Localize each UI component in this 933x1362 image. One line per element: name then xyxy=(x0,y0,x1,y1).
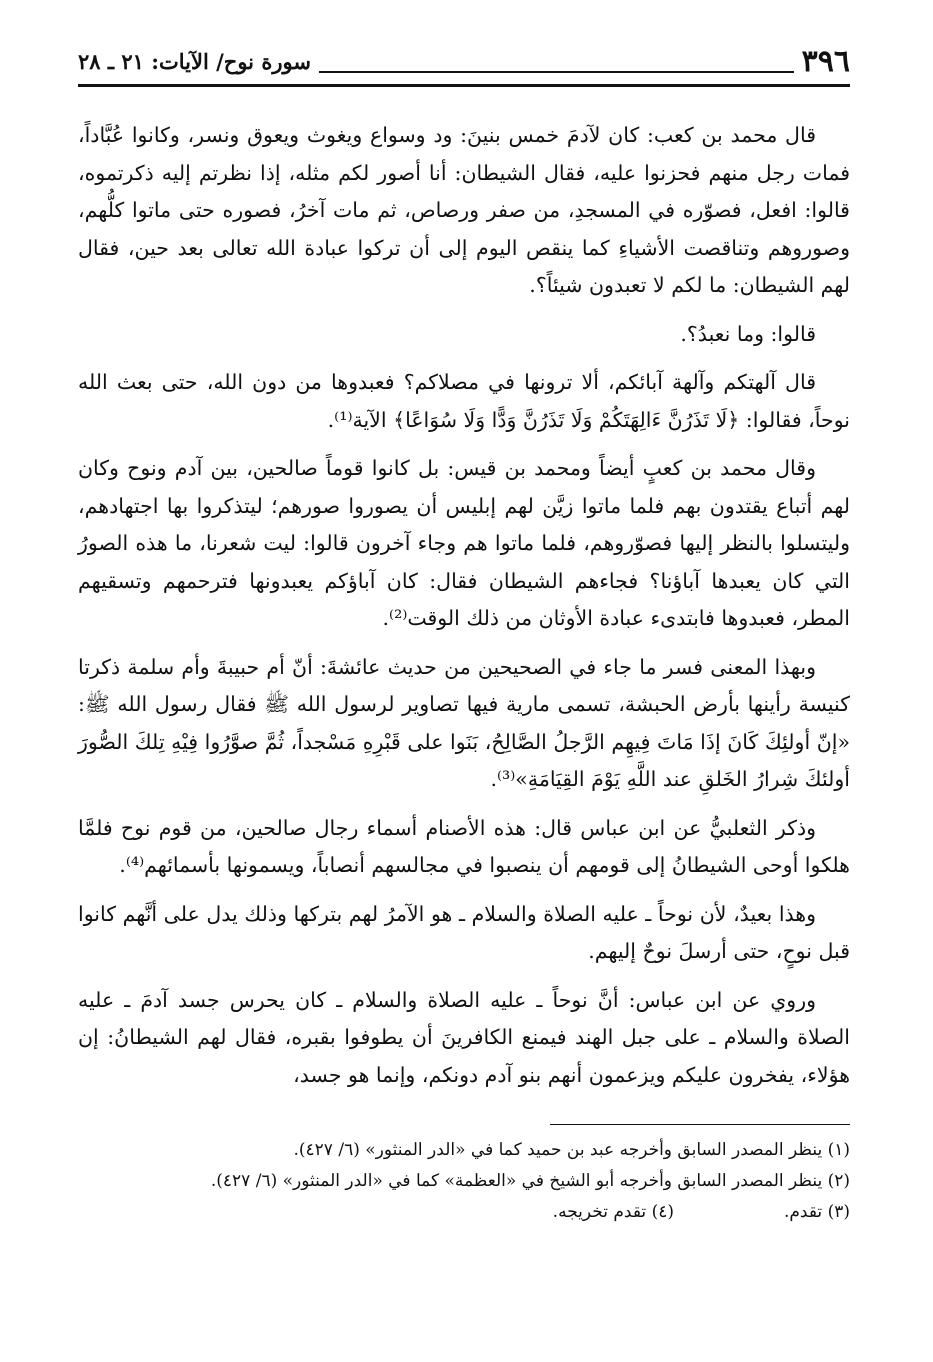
footnote-4: (٤) تقدم تخريجه. xyxy=(552,1202,674,1222)
paragraph-4: وقال محمد بن كعبٍ أيضاً ومحمد بن قيس: بل كانوا قوماً صالحين، بين آدم ونوح وكان لهم أتباع يقتدون بهم فلما ماتوا زيَّن لهم إبليس أن يصوروا صورهم؛ ليتذكروا بها اجتهادهم، وليتسلوا بالنظر إليها فصوّروهم، فلما ماتوا هم وجاء آخرون قالوا: ليت شعرنا، ما هذه الصورُ التي كان يعبدها آباؤنا؟ فجاءهم الشيطان فقال: كان آباؤكم يعبدونها فترحمهم وتسقيهم المطر، فعبدوها فابتدىء عبادة الأوثان من ذلك الوقت⁽²⁾. xyxy=(78,456,850,630)
paragraph-5: وبهذا المعنى فسر ما جاء في الصحيحين من حديث عائشةَ: أنّ أم حبيبةَ وأم سلمة ذكرتا كنيسة رأينها بأرض الحبشة، تسمى مارية فيها تصاوير لرسول الله ﷺ فقال رسول الله ﷺ: «إنّ أولئِكَ كَانَ إذَا مَاتَ فِيهِم الرَّجلُ الصَّالِحُ، بَنَوا على قَبْرِهِ مَسْجداً، ثُمَّ صوَّرُوا فِيْهِ تِلكَ الصُّورَ أولئكَ شِرارُ الخَلقِ عند اللَّهِ يَوْمَ القِيَامَةِ»⁽³⁾. xyxy=(78,654,850,791)
body-text xyxy=(78,117,850,1094)
footnote-separator xyxy=(550,1124,850,1125)
surah-title: سورة نوح/ الآيات: ٢١ ـ ٢٨ xyxy=(78,49,311,74)
footnote-2: (٢) ينظر المصدر السابق وأخرجه أبو الشيخ في «العظمة» كما في «الدر المنثور» (٦/ ٤٢٧). xyxy=(210,1171,850,1191)
page-header xyxy=(78,42,850,82)
book-page xyxy=(78,42,850,1228)
paragraph-6: وذكر الثعلبيُّ عن ابن عباس قال: هذه الأصنام أسماء رجال صالحين، من قوم نوح فلمَّا هلكوا أوحى الشيطانُ إلى قومهم أن ينصبوا في مجالسهم أنصاباً، ويسمونها بأسمائهم⁽⁴⁾. xyxy=(78,815,850,877)
header-rule xyxy=(78,84,850,87)
paragraph-1: قال محمد بن كعب: كان لآدمَ خمس بنينَ: ود وسواع ويغوث ويعوق ونسر، وكانوا عُبَّاداً، فمات رجل منهم فحزنوا عليه، فقال الشيطان: أنا أصور لكم مثله، إذا نظرتم إليه ذكرتموه، قالوا: افعل، فصوّره في المسجدِ، من صفر ورصاص، ثم مات آخرُ، فصوره حتى ماتوا كلُّهم، وصوروهم وتناقصت الأشياءِ كما ينقص اليوم إلى أن تركوا عبادة الله تعالى بعد حين، فقال لهم الشيطان: ما لكم لا تعبدون شيئاً؟. xyxy=(78,123,850,297)
footnote-row xyxy=(78,1197,850,1228)
footnote-1: (١) ينظر المصدر السابق وأخرجه عبد بن حميد كما في «الدر المنثور» (٦/ ٤٢٧). xyxy=(293,1140,850,1160)
page-number: ٣٩٦ xyxy=(801,44,850,79)
header-line xyxy=(319,51,794,73)
paragraph-7: وهذا بعيدٌ، لأن نوحاً ـ عليه الصلاة والسلام ـ هو الآمرُ لهم بتركها وذلك يدل على أنَّهم كانوا قبل نوحٍ، حتى أرسلَ نوحٌ إليهم. xyxy=(78,901,850,963)
paragraph-3: قال آلهتكم وآلهة آبائكم، ألا ترونها في مصلاكم؟ فعبدوها من دون الله، حتى بعث الله نوحاً، فقالوا: ﴿لَا تَذَرُنَّ ءَالِهَتَكُمْ وَلَا تَذَرُنَّ وَدًّا وَلَا سُوَاعًا﴾ الآية⁽¹⁾. xyxy=(78,370,850,432)
footnotes xyxy=(78,1135,850,1228)
paragraph-2: قالوا: وما نعبدُ؟. xyxy=(680,321,816,346)
paragraph-8: وروي عن ابن عباس: أنَّ نوحاً ـ عليه الصلاة والسلام ـ كان يحرس جسد آدمَ ـ عليه الصلاة والسلام ـ على جبل الهند فيمنع الكافرينَ أن يطوفوا بقبره، فقال لهم الشيطانُ: إن هؤلاء، يفخرون عليكم ويزعمون أنهم بنو آدم دونكم، وإنما هو جسد، xyxy=(78,987,850,1087)
footnote-3: (٣) تقدم. xyxy=(783,1202,850,1222)
